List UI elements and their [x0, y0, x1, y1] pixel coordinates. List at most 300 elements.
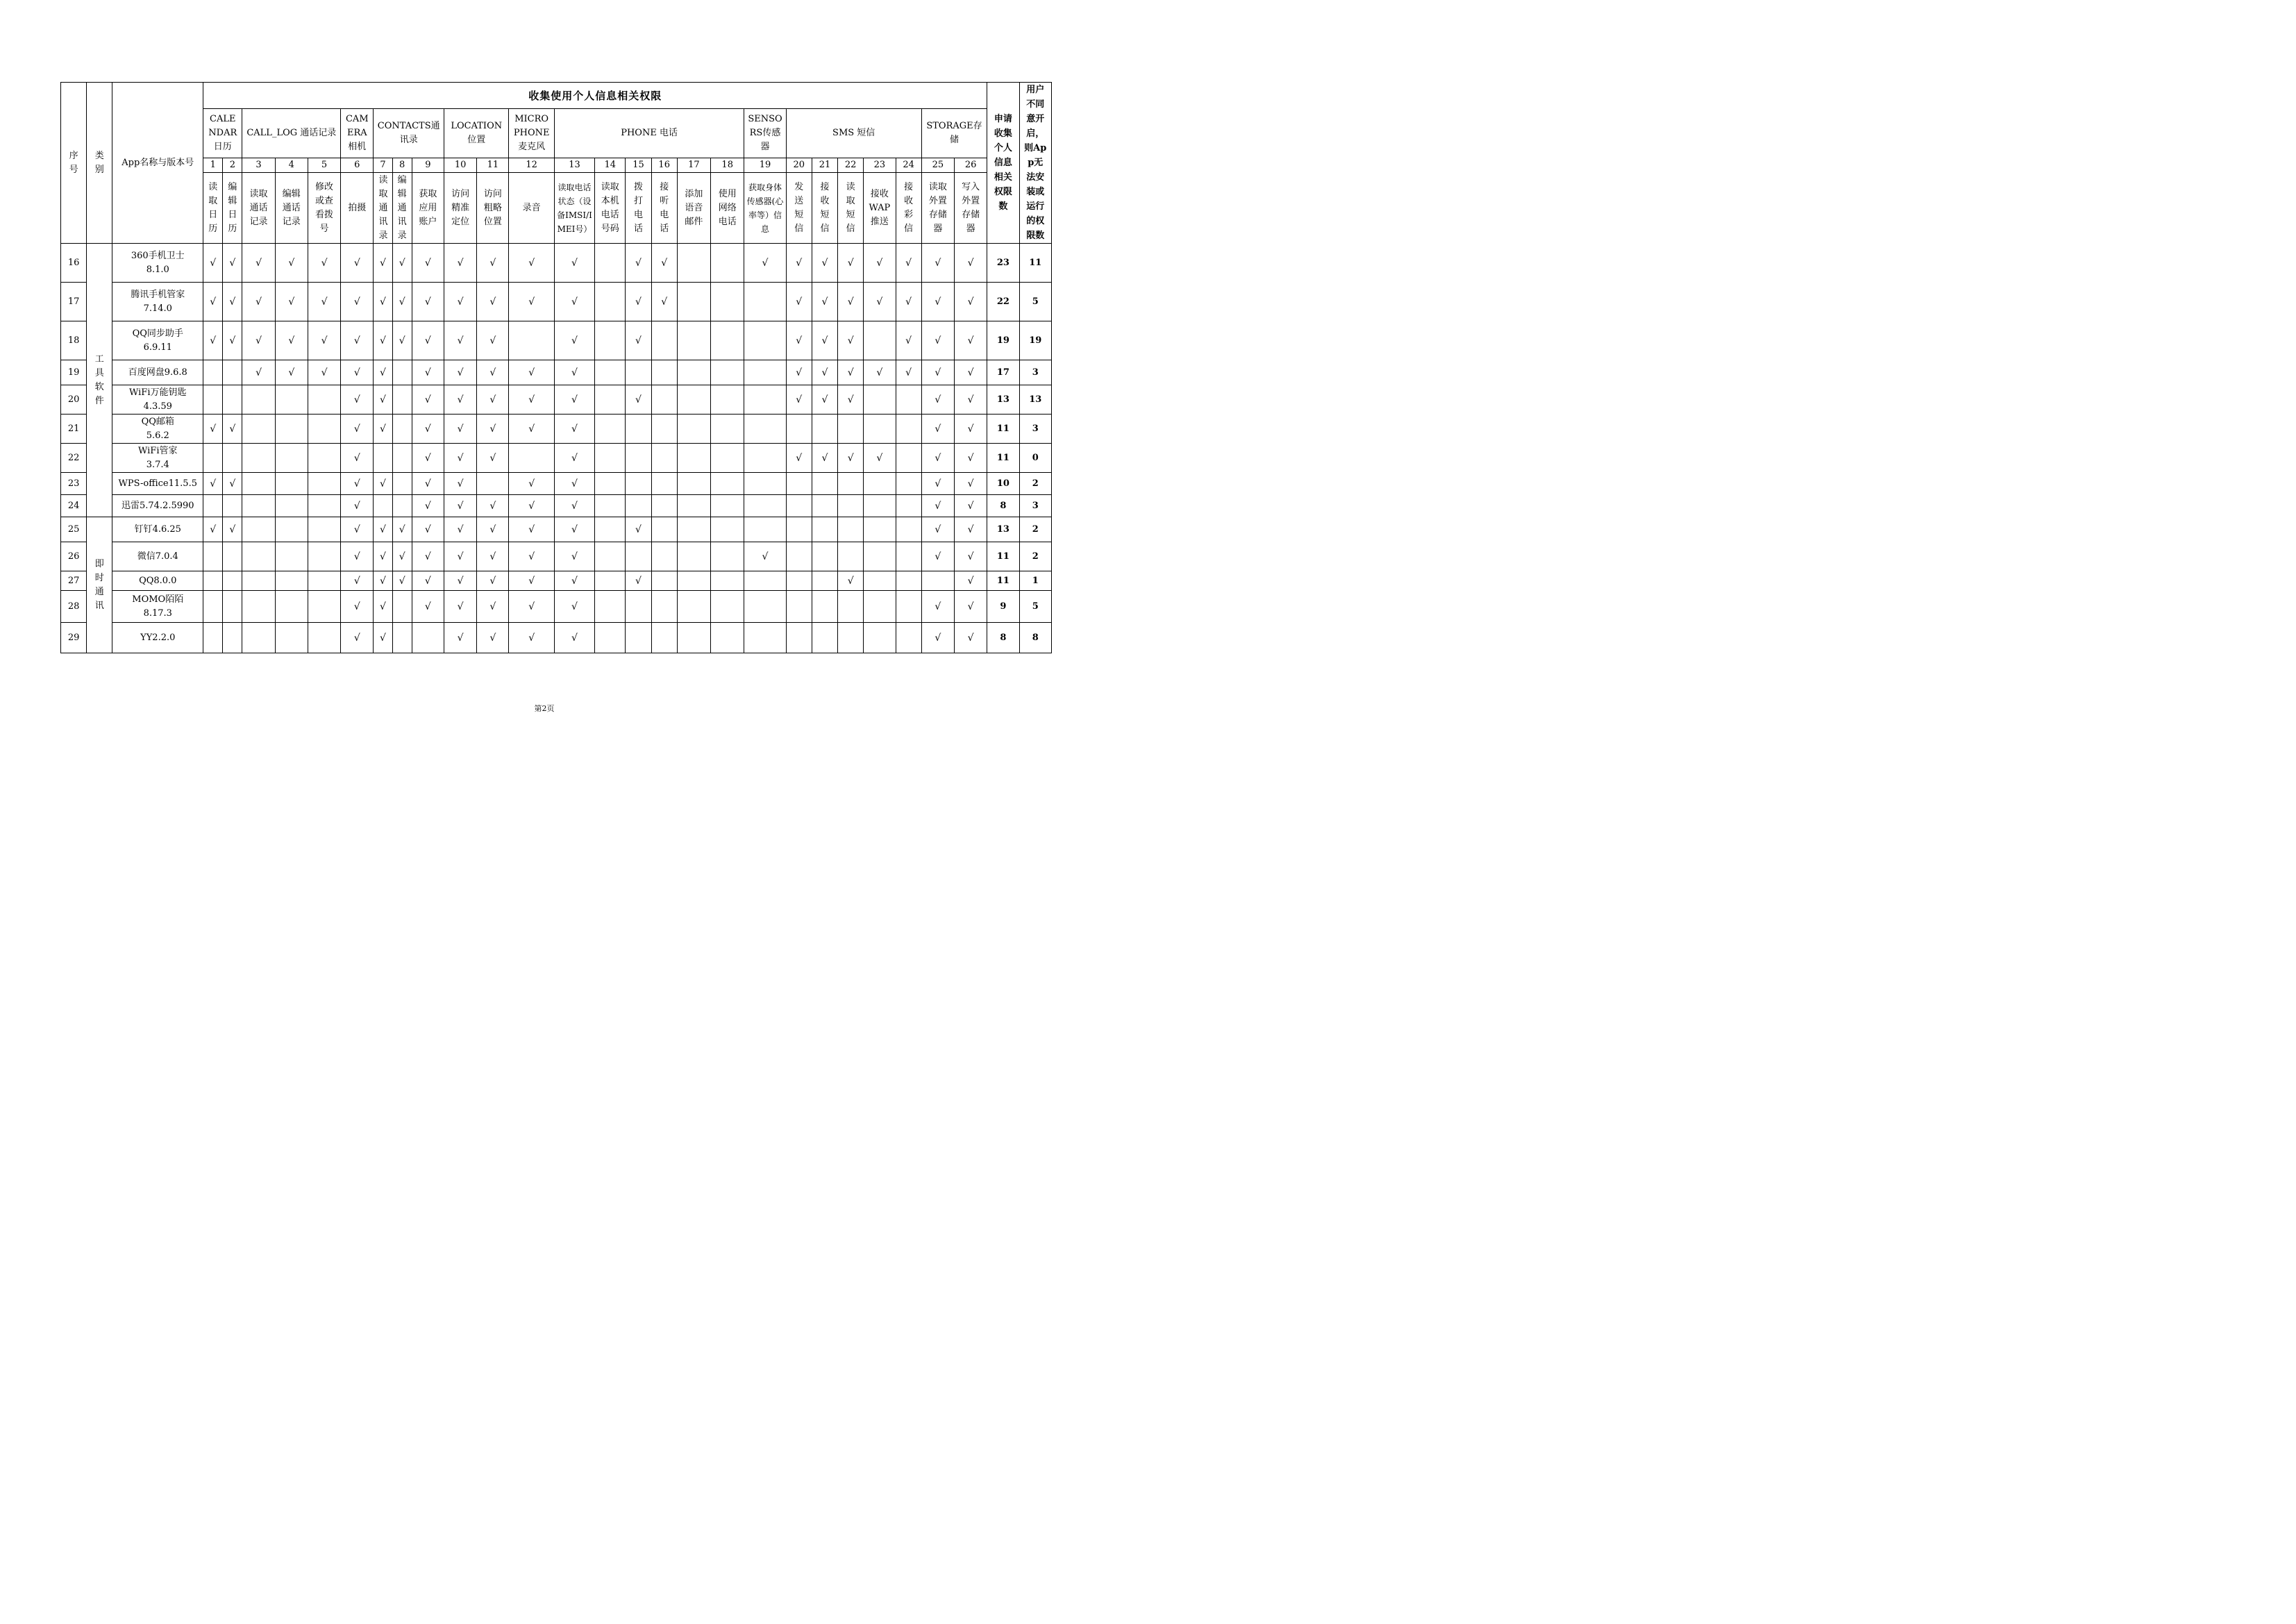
empty-cell — [744, 385, 786, 415]
check-mark: √ — [444, 360, 476, 385]
empty-cell — [392, 385, 412, 415]
check-mark: √ — [374, 283, 392, 321]
check-mark: √ — [477, 385, 509, 415]
check-mark: √ — [374, 517, 392, 542]
check-mark: √ — [444, 244, 476, 283]
empty-cell — [308, 517, 340, 542]
empty-cell — [392, 495, 412, 517]
empty-cell — [223, 495, 242, 517]
empty-cell — [392, 360, 412, 385]
app-name-line: 微信7.0.4 — [137, 551, 178, 562]
check-mark: √ — [374, 385, 392, 415]
empty-cell — [242, 444, 275, 473]
check-mark: √ — [374, 542, 392, 571]
empty-cell — [838, 623, 864, 653]
check-mark: √ — [509, 495, 554, 517]
check-mark: √ — [626, 517, 651, 542]
row-refuse-permissions: 3 — [1019, 415, 1051, 444]
empty-cell — [308, 623, 340, 653]
empty-cell — [677, 517, 710, 542]
check-mark: √ — [554, 495, 594, 517]
check-mark: √ — [786, 283, 812, 321]
check-mark: √ — [203, 244, 223, 283]
permission-name: 读取通讯录 — [374, 173, 392, 244]
permissions-table — [60, 82, 1052, 653]
empty-cell — [677, 321, 710, 360]
check-mark: √ — [744, 244, 786, 283]
empty-cell — [275, 473, 308, 495]
check-mark: √ — [921, 591, 954, 623]
empty-cell — [203, 623, 223, 653]
check-mark: √ — [812, 283, 837, 321]
app-name-line: YY2.2.0 — [140, 632, 176, 643]
app-name-line: QQ8.0.0 — [139, 575, 177, 586]
empty-cell — [651, 321, 677, 360]
empty-cell — [896, 415, 921, 444]
empty-cell — [595, 495, 626, 517]
check-mark: √ — [786, 385, 812, 415]
row-app-name — [112, 415, 203, 444]
permission-name: 获取应用账户 — [412, 173, 444, 244]
empty-cell — [275, 517, 308, 542]
check-mark: √ — [444, 321, 476, 360]
check-mark: √ — [838, 360, 864, 385]
check-mark: √ — [812, 360, 837, 385]
app-name-line: 8.17.3 — [143, 608, 172, 619]
empty-cell — [786, 473, 812, 495]
check-mark: √ — [896, 244, 921, 283]
check-mark: √ — [392, 542, 412, 571]
permission-group-header: SMS 短信 — [786, 109, 921, 158]
row-app-name — [112, 444, 203, 473]
check-mark: √ — [554, 542, 594, 571]
check-mark: √ — [374, 415, 392, 444]
app-name-line: QQ邮箱 — [141, 416, 174, 427]
empty-cell — [812, 517, 837, 542]
row-refuse-permissions: 1 — [1019, 571, 1051, 591]
empty-cell — [392, 444, 412, 473]
permission-name: 添加语音邮件 — [677, 173, 710, 244]
permission-group-header: MICROPHONE麦克风 — [509, 109, 554, 158]
row-app-name — [112, 495, 203, 517]
check-mark: √ — [392, 571, 412, 591]
permission-name: 读取电话状态（设备IMSI/IMEI号） — [554, 173, 594, 244]
row-category: 即时通讯 — [87, 517, 112, 653]
permission-name: 接听电话 — [651, 173, 677, 244]
check-mark: √ — [509, 360, 554, 385]
empty-cell — [223, 623, 242, 653]
permission-number: 12 — [509, 158, 554, 172]
empty-cell — [812, 473, 837, 495]
empty-cell — [595, 360, 626, 385]
check-mark: √ — [864, 244, 896, 283]
app-name-line: WiFi管家 — [138, 445, 178, 456]
empty-cell — [275, 385, 308, 415]
check-mark: √ — [477, 321, 509, 360]
empty-cell — [838, 495, 864, 517]
empty-cell — [711, 360, 744, 385]
empty-cell — [242, 591, 275, 623]
check-mark: √ — [341, 571, 374, 591]
empty-cell — [677, 591, 710, 623]
row-category: 工具软件 — [87, 244, 112, 517]
permission-number: 24 — [896, 158, 921, 172]
empty-cell — [651, 571, 677, 591]
empty-cell — [595, 571, 626, 591]
check-mark: √ — [275, 244, 308, 283]
empty-cell — [275, 591, 308, 623]
check-mark: √ — [554, 283, 594, 321]
row-app-name — [112, 591, 203, 623]
permission-name: 获取身体传感器(心率等）信息 — [744, 173, 786, 244]
row-app-name — [112, 283, 203, 321]
check-mark: √ — [444, 444, 476, 473]
check-mark: √ — [477, 444, 509, 473]
row-app-name — [112, 385, 203, 415]
check-mark: √ — [838, 385, 864, 415]
empty-cell — [203, 591, 223, 623]
check-mark: √ — [477, 415, 509, 444]
app-name-line: 腾讯手机管家 — [131, 289, 185, 300]
check-mark: √ — [838, 244, 864, 283]
row-app-name — [112, 571, 203, 591]
check-mark: √ — [223, 517, 242, 542]
row-seq: 26 — [61, 542, 87, 571]
check-mark: √ — [896, 360, 921, 385]
empty-cell — [242, 495, 275, 517]
row-total-permissions: 9 — [987, 591, 1019, 623]
check-mark: √ — [341, 473, 374, 495]
check-mark: √ — [412, 542, 444, 571]
empty-cell — [896, 623, 921, 653]
check-mark: √ — [308, 244, 340, 283]
empty-cell — [864, 542, 896, 571]
check-mark: √ — [477, 517, 509, 542]
check-mark: √ — [308, 321, 340, 360]
empty-cell — [595, 444, 626, 473]
permission-number: 6 — [341, 158, 374, 172]
app-name-line: 5.6.2 — [146, 430, 169, 441]
empty-cell — [651, 623, 677, 653]
empty-cell — [896, 385, 921, 415]
empty-cell — [896, 473, 921, 495]
empty-cell — [677, 542, 710, 571]
permission-name: 读取外置存储器 — [921, 173, 954, 244]
empty-cell — [275, 444, 308, 473]
check-mark: √ — [341, 283, 374, 321]
check-mark: √ — [374, 571, 392, 591]
empty-cell — [308, 385, 340, 415]
row-refuse-permissions: 2 — [1019, 473, 1051, 495]
empty-cell — [374, 495, 392, 517]
empty-cell — [711, 415, 744, 444]
permission-group-header: LOCATION位置 — [444, 109, 509, 158]
row-refuse-permissions: 3 — [1019, 495, 1051, 517]
empty-cell — [275, 571, 308, 591]
check-mark: √ — [954, 571, 987, 591]
empty-cell — [275, 542, 308, 571]
empty-cell — [896, 517, 921, 542]
check-mark: √ — [509, 385, 554, 415]
empty-cell — [595, 385, 626, 415]
check-mark: √ — [374, 623, 392, 653]
empty-cell — [651, 473, 677, 495]
check-mark: √ — [477, 591, 509, 623]
permission-group-header: CALENDAR日历 — [203, 109, 242, 158]
table-row — [61, 571, 1052, 591]
row-refuse-permissions: 8 — [1019, 623, 1051, 653]
empty-cell — [896, 571, 921, 591]
permission-group-header: CAMERA相机 — [341, 109, 374, 158]
empty-cell — [509, 444, 554, 473]
empty-cell — [677, 495, 710, 517]
table-row — [61, 591, 1052, 623]
empty-cell — [308, 495, 340, 517]
check-mark: √ — [412, 444, 444, 473]
permission-number: 11 — [477, 158, 509, 172]
row-total-permissions: 22 — [987, 283, 1019, 321]
app-name-line: 百度网盘9.6.8 — [128, 367, 187, 378]
check-mark: √ — [444, 495, 476, 517]
check-mark: √ — [554, 360, 594, 385]
permission-group-header: PHONE 电话 — [554, 109, 744, 158]
check-mark: √ — [896, 321, 921, 360]
row-seq: 29 — [61, 623, 87, 653]
check-mark: √ — [954, 591, 987, 623]
permission-number: 20 — [786, 158, 812, 172]
check-mark: √ — [509, 591, 554, 623]
empty-cell — [812, 415, 837, 444]
check-mark: √ — [275, 321, 308, 360]
table-row — [61, 517, 1052, 542]
check-mark: √ — [444, 385, 476, 415]
check-mark: √ — [651, 244, 677, 283]
table-row — [61, 385, 1052, 415]
row-seq: 19 — [61, 360, 87, 385]
empty-cell — [786, 415, 812, 444]
check-mark: √ — [921, 360, 954, 385]
row-seq: 20 — [61, 385, 87, 415]
check-mark: √ — [412, 360, 444, 385]
check-mark: √ — [554, 517, 594, 542]
check-mark: √ — [392, 321, 412, 360]
check-mark: √ — [812, 244, 837, 283]
permission-group-header: CALL_LOG 通话记录 — [242, 109, 341, 158]
empty-cell — [651, 360, 677, 385]
check-mark: √ — [275, 283, 308, 321]
permission-name: 接收WAP推送 — [864, 173, 896, 244]
check-mark: √ — [554, 623, 594, 653]
app-name-line: 360手机卫士 — [131, 250, 185, 261]
permission-number: 19 — [744, 158, 786, 172]
check-mark: √ — [921, 542, 954, 571]
empty-cell — [744, 360, 786, 385]
empty-cell — [374, 444, 392, 473]
check-mark: √ — [921, 385, 954, 415]
table-row — [61, 360, 1052, 385]
check-mark: √ — [954, 517, 987, 542]
check-mark: √ — [374, 244, 392, 283]
check-mark: √ — [509, 415, 554, 444]
empty-cell — [744, 321, 786, 360]
empty-cell — [744, 517, 786, 542]
empty-cell — [864, 321, 896, 360]
check-mark: √ — [412, 244, 444, 283]
empty-cell — [595, 623, 626, 653]
empty-cell — [711, 517, 744, 542]
empty-cell — [651, 517, 677, 542]
row-seq: 21 — [61, 415, 87, 444]
row-seq: 23 — [61, 473, 87, 495]
check-mark: √ — [554, 415, 594, 444]
row-seq: 24 — [61, 495, 87, 517]
permission-number: 15 — [626, 158, 651, 172]
check-mark: √ — [477, 283, 509, 321]
permission-name: 编辑通讯录 — [392, 173, 412, 244]
permission-name: 发送短信 — [786, 173, 812, 244]
permission-name: 拨打电话 — [626, 173, 651, 244]
page-number: 第2页 — [534, 704, 555, 713]
empty-cell — [203, 542, 223, 571]
empty-cell — [711, 571, 744, 591]
empty-cell — [223, 385, 242, 415]
check-mark: √ — [954, 321, 987, 360]
check-mark: √ — [341, 517, 374, 542]
permission-number: 2 — [223, 158, 242, 172]
check-mark: √ — [374, 473, 392, 495]
empty-cell — [864, 623, 896, 653]
empty-cell — [744, 473, 786, 495]
empty-cell — [308, 542, 340, 571]
app-name-line: MOMO陌陌 — [132, 594, 184, 605]
check-mark: √ — [626, 571, 651, 591]
permission-group-header: STORAGE存储 — [921, 109, 987, 158]
table-row — [61, 623, 1052, 653]
check-mark: √ — [509, 571, 554, 591]
empty-cell — [392, 623, 412, 653]
empty-cell — [626, 495, 651, 517]
app-name-line: 8.1.0 — [146, 264, 169, 275]
check-mark: √ — [954, 473, 987, 495]
permission-number: 9 — [412, 158, 444, 172]
permission-name: 使用网络电话 — [711, 173, 744, 244]
permission-name: 读取日历 — [203, 173, 223, 244]
empty-cell — [651, 444, 677, 473]
check-mark: √ — [444, 591, 476, 623]
check-mark: √ — [412, 495, 444, 517]
permission-group-header: SENSORS传感器 — [744, 109, 786, 158]
table-row — [61, 542, 1052, 571]
check-mark: √ — [242, 244, 275, 283]
row-refuse-permissions: 5 — [1019, 283, 1051, 321]
check-mark: √ — [444, 283, 476, 321]
empty-cell — [864, 495, 896, 517]
row-app-name — [112, 244, 203, 283]
check-mark: √ — [412, 517, 444, 542]
table-row — [61, 244, 1052, 283]
empty-cell — [711, 473, 744, 495]
check-mark: √ — [412, 385, 444, 415]
app-name-line: 7.14.0 — [143, 303, 172, 314]
row-seq: 28 — [61, 591, 87, 623]
empty-cell — [711, 495, 744, 517]
check-mark: √ — [954, 415, 987, 444]
empty-cell — [838, 473, 864, 495]
permission-name: 读取短信 — [838, 173, 864, 244]
check-mark: √ — [554, 244, 594, 283]
permission-name: 编辑日历 — [223, 173, 242, 244]
empty-cell — [677, 415, 710, 444]
check-mark: √ — [786, 321, 812, 360]
header-app-name: App名称与版本号 — [112, 83, 203, 244]
permission-number: 4 — [275, 158, 308, 172]
empty-cell — [812, 495, 837, 517]
empty-cell — [242, 473, 275, 495]
empty-cell — [509, 321, 554, 360]
permission-name: 访问精准定位 — [444, 173, 476, 244]
empty-cell — [223, 542, 242, 571]
check-mark: √ — [786, 244, 812, 283]
permission-number: 16 — [651, 158, 677, 172]
check-mark: √ — [921, 321, 954, 360]
empty-cell — [242, 623, 275, 653]
permission-name: 修改或查看拨号 — [308, 173, 340, 244]
check-mark: √ — [509, 283, 554, 321]
app-name-line: 6.9.11 — [143, 342, 172, 353]
empty-cell — [275, 623, 308, 653]
permission-number: 13 — [554, 158, 594, 172]
check-mark: √ — [838, 283, 864, 321]
check-mark: √ — [374, 591, 392, 623]
check-mark: √ — [921, 623, 954, 653]
header-seq: 序号 — [61, 83, 87, 244]
empty-cell — [651, 415, 677, 444]
app-name-line: 4.3.59 — [143, 401, 172, 412]
check-mark: √ — [477, 495, 509, 517]
row-refuse-permissions: 2 — [1019, 542, 1051, 571]
empty-cell — [677, 244, 710, 283]
permission-number: 8 — [392, 158, 412, 172]
check-mark: √ — [954, 385, 987, 415]
check-mark: √ — [308, 283, 340, 321]
permission-name: 接收短信 — [812, 173, 837, 244]
check-mark: √ — [392, 517, 412, 542]
row-total-permissions: 13 — [987, 517, 1019, 542]
row-total-permissions: 8 — [987, 495, 1019, 517]
empty-cell — [223, 444, 242, 473]
row-seq: 25 — [61, 517, 87, 542]
empty-cell — [786, 542, 812, 571]
check-mark: √ — [509, 517, 554, 542]
empty-cell — [812, 571, 837, 591]
table-row — [61, 321, 1052, 360]
permission-number: 23 — [864, 158, 896, 172]
check-mark: √ — [554, 571, 594, 591]
header-category: 类别 — [87, 83, 112, 244]
empty-cell — [786, 571, 812, 591]
empty-cell — [838, 542, 864, 571]
row-app-name — [112, 517, 203, 542]
check-mark: √ — [921, 415, 954, 444]
empty-cell — [203, 495, 223, 517]
check-mark: √ — [921, 283, 954, 321]
permission-name: 写入外置存储器 — [954, 173, 987, 244]
empty-cell — [595, 283, 626, 321]
check-mark: √ — [896, 283, 921, 321]
empty-cell — [921, 571, 954, 591]
empty-cell — [744, 571, 786, 591]
permission-name: 接收彩信 — [896, 173, 921, 244]
